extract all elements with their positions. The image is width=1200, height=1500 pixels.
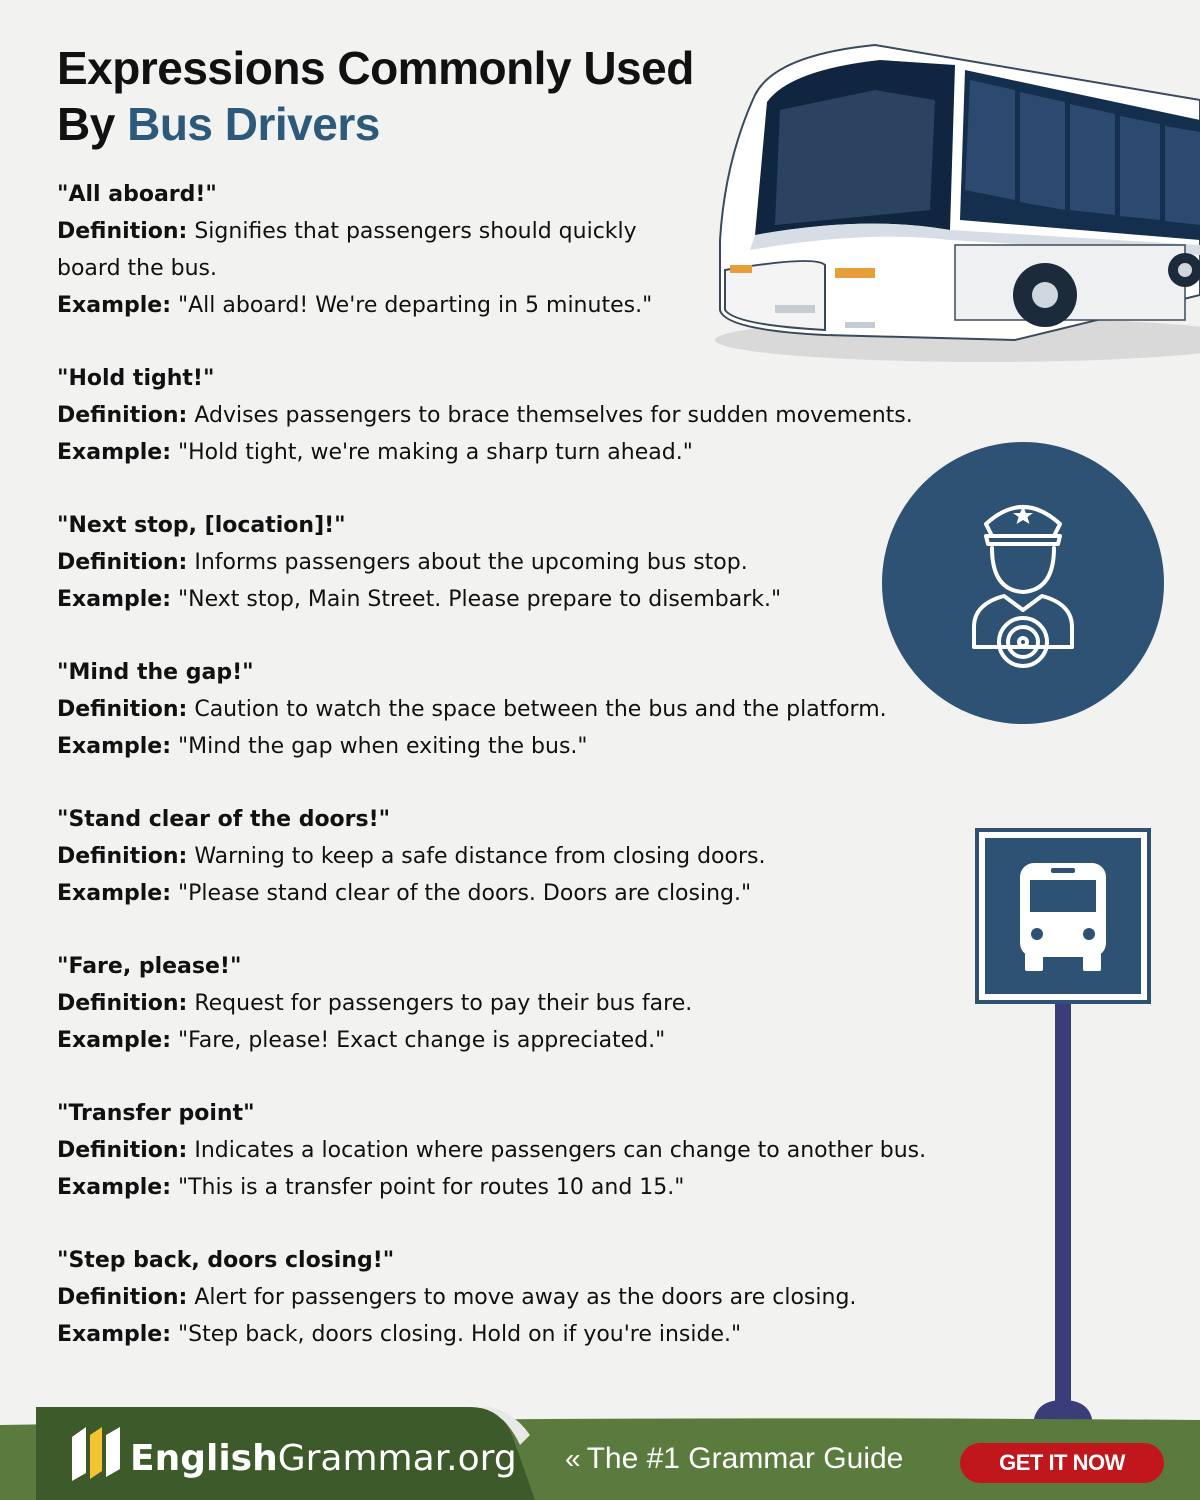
example-text: "Step back, doors closing. Hold on if you're inside." — [178, 1322, 742, 1347]
expression-example — [57, 581, 957, 618]
example-label: Example: — [57, 881, 171, 906]
expression-title: "Mind the gap!" — [57, 660, 254, 685]
brand-bold: English — [130, 1438, 278, 1479]
list-item — [57, 654, 957, 765]
expression-example — [57, 875, 957, 912]
list-item — [57, 1095, 957, 1206]
footer-banner — [0, 1405, 1200, 1500]
definition-text: Informs passengers about the upcoming bus stop. — [194, 550, 748, 575]
definition-label: Definition: — [57, 403, 188, 428]
definition-text: Advises passengers to brace themselves for sudden movements. — [194, 403, 913, 428]
brand-name[interactable] — [130, 1438, 517, 1479]
example-label: Example: — [57, 440, 171, 465]
example-label: Example: — [57, 1322, 171, 1347]
example-label: Example: — [57, 734, 171, 759]
list-item — [57, 360, 957, 471]
title-by: By — [57, 98, 115, 150]
expression-definition — [57, 1279, 957, 1316]
expression-list — [57, 176, 957, 1389]
expression-example — [57, 1316, 957, 1353]
expression-definition — [57, 985, 957, 1022]
expression-definition — [57, 1132, 957, 1169]
definition-text: Indicates a location where passengers can change to another bus. — [194, 1138, 927, 1163]
list-item — [57, 948, 957, 1059]
example-label: Example: — [57, 587, 171, 612]
example-text: "Please stand clear of the doors. Doors are closing." — [178, 881, 752, 906]
page-title — [57, 40, 694, 152]
definition-label: Definition: — [57, 1285, 188, 1310]
expression-definition — [57, 213, 677, 287]
expression-definition — [57, 691, 957, 728]
expression-definition — [57, 838, 957, 875]
definition-text: Signifies that passengers should quickly board the bus. — [57, 219, 637, 281]
expression-title: "All aboard!" — [57, 182, 217, 207]
example-label: Example: — [57, 1175, 171, 1200]
example-text: "All aboard! We're departing in 5 minutes." — [178, 293, 653, 318]
list-item — [57, 507, 957, 618]
definition-text: Caution to watch the space between the bus and the platform. — [194, 697, 887, 722]
expression-definition — [57, 397, 957, 434]
expression-title: "Transfer point" — [57, 1101, 255, 1126]
double-chevron-left-icon: « — [565, 1443, 581, 1474]
title-accent: Bus Drivers — [127, 98, 380, 150]
title-line-1: Expressions Commonly Used — [57, 42, 694, 94]
definition-text: Warning to keep a safe distance from closing doors. — [194, 844, 766, 869]
tagline-text: The #1 Grammar Guide — [586, 1442, 904, 1475]
expression-title: "Fare, please!" — [57, 954, 242, 979]
example-text: "Mind the gap when exiting the bus." — [178, 734, 588, 759]
expression-example — [57, 434, 957, 471]
bus-stop-sign-icon — [975, 828, 1151, 1428]
definition-label: Definition: — [57, 991, 188, 1016]
example-text: "Hold tight, we're making a sharp turn ahead." — [178, 440, 693, 465]
expression-title: "Next stop, [location]!" — [57, 513, 346, 538]
example-label: Example: — [57, 293, 171, 318]
expression-title: "Hold tight!" — [57, 366, 215, 391]
definition-label: Definition: — [57, 1138, 188, 1163]
title-line-2 — [57, 96, 694, 152]
definition-label: Definition: — [57, 550, 188, 575]
example-text: "Next stop, Main Street. Please prepare to disembark." — [178, 587, 782, 612]
example-label: Example: — [57, 1028, 171, 1053]
expression-example — [57, 1022, 957, 1059]
expression-title: "Stand clear of the doors!" — [57, 807, 391, 832]
brand-regular: Grammar.org — [277, 1438, 517, 1479]
expression-example — [57, 728, 957, 765]
definition-label: Definition: — [57, 844, 188, 869]
example-text: "Fare, please! Exact change is appreciated." — [178, 1028, 666, 1053]
definition-label: Definition: — [57, 219, 188, 244]
list-item — [57, 801, 957, 912]
brand-logo-icon — [66, 1423, 128, 1485]
list-item — [57, 176, 957, 324]
get-it-now-button[interactable]: GET IT NOW — [960, 1443, 1164, 1483]
definition-text: Request for passengers to pay their bus fare. — [194, 991, 693, 1016]
definition-text: Alert for passengers to move away as the doors are closing. — [194, 1285, 857, 1310]
expression-title: "Step back, doors closing!" — [57, 1248, 395, 1273]
expression-example — [57, 1169, 957, 1206]
definition-label: Definition: — [57, 697, 188, 722]
tagline — [565, 1442, 903, 1476]
expression-example — [57, 287, 957, 324]
expression-definition — [57, 544, 957, 581]
list-item — [57, 1242, 957, 1353]
example-text: "This is a transfer point for routes 10 and 15." — [178, 1175, 685, 1200]
